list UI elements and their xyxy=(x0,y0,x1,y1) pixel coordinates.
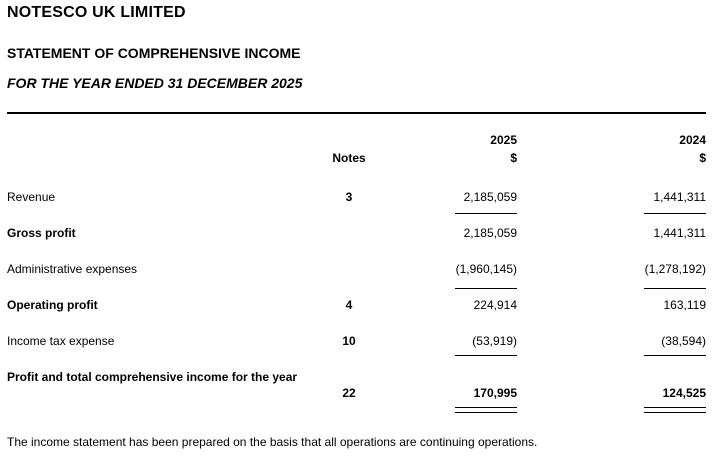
col-header-year-prior: 2024 xyxy=(679,133,706,147)
header-divider xyxy=(7,112,706,114)
header-spacer xyxy=(317,133,381,147)
row-label: Revenue xyxy=(7,190,56,204)
subtotal-rule xyxy=(455,213,517,214)
row-label: Administrative expenses xyxy=(7,262,138,276)
continuing-operations-footnote: The income statement has been prepared on the basis that all operations are continuing operations. xyxy=(7,435,538,449)
header-spacer xyxy=(7,133,317,147)
subtotal-rule xyxy=(644,288,706,289)
table-header-units xyxy=(7,151,706,165)
statement-title: STATEMENT OF COMPREHENSIVE INCOME xyxy=(7,45,301,61)
grand-total-rule xyxy=(455,407,517,413)
row-label: Operating profit xyxy=(7,298,98,312)
value-2024: 1,441,311 xyxy=(653,226,706,240)
period-title: FOR THE YEAR ENDED 31 DECEMBER 2025 xyxy=(7,75,303,91)
row-label-spacer xyxy=(7,386,317,400)
row-label: Gross profit xyxy=(7,226,76,240)
value-2024: 1,441,311 xyxy=(653,190,706,204)
value-2024: 124,525 xyxy=(662,386,706,400)
subtotal-rule xyxy=(455,355,517,356)
table-row-total-profit-label: Profit and total comprehensive income for the year xyxy=(7,370,298,384)
value-2025: 2,185,059 xyxy=(463,226,517,240)
table-row-operating-profit xyxy=(7,298,706,312)
subtotal-rule xyxy=(644,355,706,356)
value-2025: (1,960,145) xyxy=(455,262,517,276)
table-row-total-profit-values xyxy=(7,386,706,400)
note-cell: 22 xyxy=(342,386,356,400)
note-cell xyxy=(317,226,381,240)
subtotal-rule xyxy=(644,213,706,214)
table-row-admin-expenses xyxy=(7,262,706,276)
grand-total-rule xyxy=(644,407,706,413)
table-row-revenue xyxy=(7,190,706,204)
value-2024: 163,119 xyxy=(663,298,706,312)
col-header-notes: Notes xyxy=(332,151,366,165)
table-row-gross-profit xyxy=(7,226,706,240)
value-2025: (53,919) xyxy=(472,334,517,348)
value-2025: 2,185,059 xyxy=(463,190,517,204)
note-cell: 3 xyxy=(345,190,353,204)
company-name: NOTESCO UK LIMITED xyxy=(7,4,186,21)
col-header-currency-prior: $ xyxy=(699,151,706,165)
note-cell: 4 xyxy=(345,298,353,312)
col-header-currency-current: $ xyxy=(510,151,517,165)
subtotal-rule xyxy=(455,288,517,289)
value-2025: 224,914 xyxy=(473,298,517,312)
table-header-years xyxy=(7,133,706,147)
table-row-income-tax xyxy=(7,334,706,348)
value-2025: 170,995 xyxy=(473,386,517,400)
header-spacer xyxy=(7,151,317,165)
row-label: Income tax expense xyxy=(7,334,115,348)
note-cell xyxy=(317,262,381,276)
value-2024: (1,278,192) xyxy=(644,262,706,276)
col-header-year-current: 2025 xyxy=(490,133,517,147)
note-cell: 10 xyxy=(342,334,356,348)
value-2024: (38,594) xyxy=(661,334,706,348)
